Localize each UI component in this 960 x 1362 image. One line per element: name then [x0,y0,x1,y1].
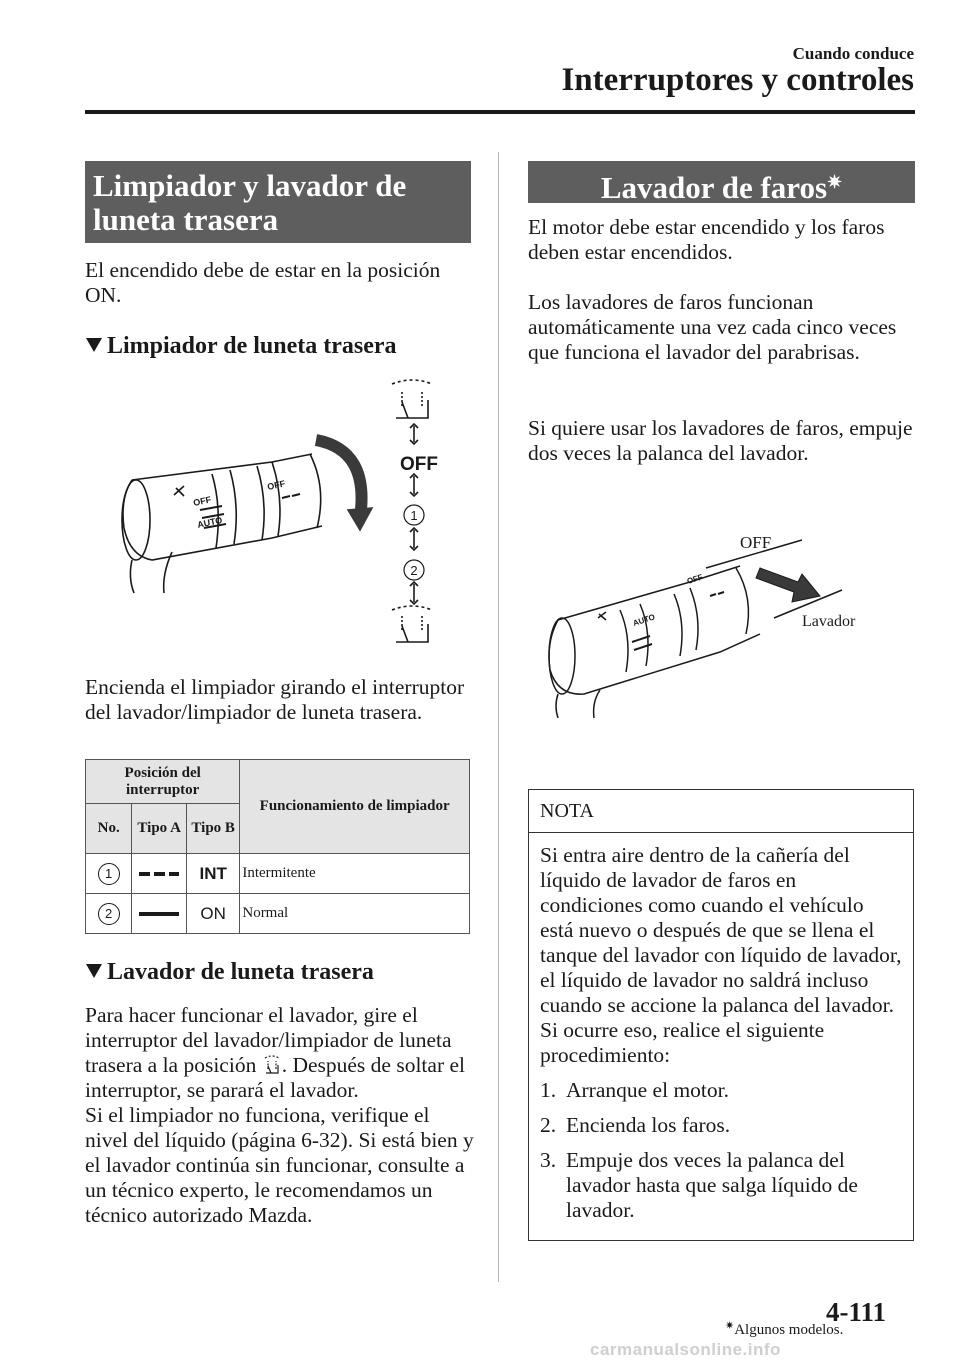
optional-star-icon: ✷ [827,172,843,192]
continuous-line-icon [139,912,179,916]
svg-text:OFF: OFF [685,572,704,586]
type-b-symbol: ON [200,903,226,923]
table-col-no: No. [86,804,132,854]
svg-text:1: 1 [410,508,418,523]
section-title-headlight-washer: Lavador de faros✷ [528,161,915,203]
washer-icon-top [392,380,432,418]
paragraph-manual-operation: Si quiere usar los lavadores de faros, empuje dos veces la palanca del lavador. [528,416,913,465]
function-cell: Intermitente [240,854,470,894]
svg-text:AUTO: AUTO [196,514,224,530]
note-box [528,789,914,1241]
svg-text:OFF: OFF [400,454,438,475]
triangle-bullet-icon [86,964,102,978]
svg-text:OFF: OFF [740,533,772,552]
table-col-type-a: Tipo A [132,804,187,854]
svg-text:2: 2 [410,563,418,578]
svg-text:OFF: OFF [192,494,213,508]
paragraph-troubleshoot: Si el limpiador no funciona, verifique el nivel del líquido (página 6-32). Si está bien y el lavador continúa sin funcionar, consulte a un técnico experto, le recomendamos un técnico autorizado Mazda. [85,1103,474,1227]
subheading-rear-wiper: Limpiador de luneta trasera [86,333,397,360]
header-rule [85,110,915,114]
paragraph-engine-lights-on: El motor debe estar encendido y los faros deben estar encendidos. [528,215,885,264]
running-header-title: Interruptores y controles [561,62,914,98]
section-title-rear-wiper: Limpiador y lavador de luneta trasera [85,161,471,243]
paragraph-operate-washer: Para hacer funcionar el lavador, gire el interruptor del lavador/limpiador de luneta trasera a la posición . Después de soltar el interruptor, se parará el lavador. [85,1003,465,1102]
footnote-star-icon: ✷ [725,1320,735,1332]
paragraph-automatic-operation: Los lavadores de faros funcionan automáticamente una vez cada cinco veces que funciona el lavador del parabrisas. [528,290,897,364]
page-number: 4-111 [826,1297,887,1327]
svg-text:OFF: OFF [266,478,287,492]
rear-wiper-lever-figure [112,378,462,658]
note-title: NOTA [529,790,913,833]
washer-icon-bottom [392,606,432,642]
running-header-section: Cuando conduce [792,44,914,63]
list-item: 3. Empuje dos veces la palanca del lavador hasta que salga líquido de lavador. [540,1148,858,1222]
list-item: 1. Arranque el motor. [540,1078,729,1102]
watermark: carmanualsonline.info [590,1340,781,1359]
svg-text:Lavador: Lavador [802,613,856,630]
triangle-bullet-icon [86,338,102,352]
washer-position-icon [262,1055,282,1075]
position-number-badge: 2 [98,903,120,925]
paragraph-turn-on-wiper: Encienda el limpiador girando el interruptor del lavador/limpiador de luneta trasera. [85,675,465,724]
intermittent-dash-icon [139,872,179,876]
subheading-rear-washer: Lavador de luneta trasera [86,959,374,986]
footer-note: ✷Algunos modelos. [725,1320,844,1338]
table-header-position: Posición del interruptor [86,760,240,804]
table-col-type-b: Tipo B [186,804,239,854]
table-row [86,894,470,934]
note-body [529,833,913,1223]
table-header-function: Funcionamiento de limpiador [240,760,470,854]
list-item: 2. Encienda los faros. [540,1113,731,1137]
position-number-badge: 1 [98,863,120,885]
function-cell: Normal [240,894,470,934]
svg-text:AUTO: AUTO [631,612,657,628]
table-row [86,854,470,894]
note-text: Si entra aire dentro de la cañería del líquido de lavador de faros en condiciones como cuando el vehículo está nuevo o después de que se llena el tanque del lavador con líquido de lavador, el líquido de lavador no saldrá incluso cuando se accione la palanca del lavador. Si ocurre eso, realice el siguiente procedimiento: [540,843,902,1067]
column-divider [498,152,499,1282]
wiper-position-table [85,759,470,934]
intro-text: El encendido debe de estar en la posición ON. [85,258,441,307]
headlight-washer-lever-figure [540,522,890,722]
type-b-symbol: INT [199,863,227,883]
